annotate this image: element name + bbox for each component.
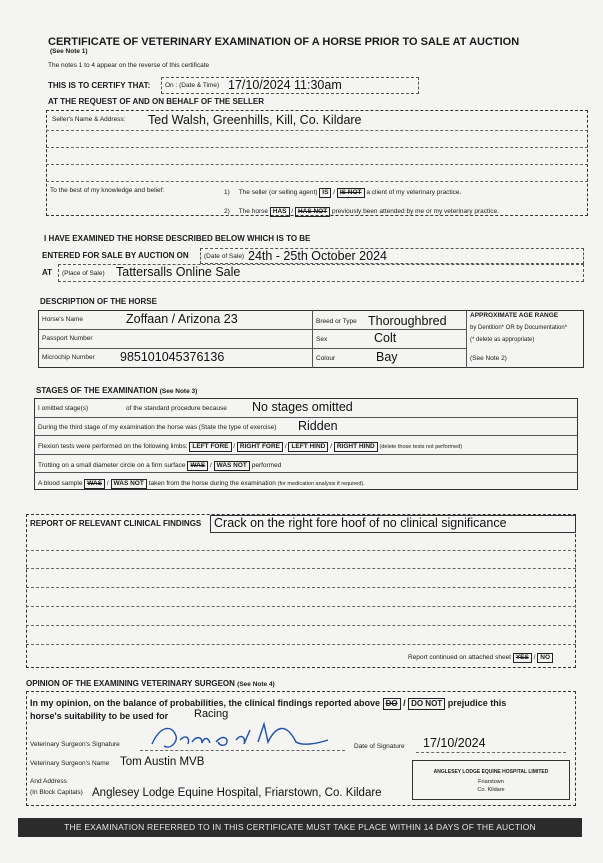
trotting-row: Trotting on a small diameter circle on a firm surface WAS / WAS NOT performed — [38, 462, 282, 469]
colour-label: Colour — [316, 355, 336, 362]
signature-label: Veterinary Surgeon's Signature — [30, 741, 120, 748]
opinion-line-1: In my opinion, on the balance of probabilities, the clinical findings reported above DO / DO NOT prejudice this — [30, 698, 507, 708]
sex-label: Sex — [316, 336, 328, 343]
entered-label: ENTERED FOR SALE BY AUCTION ON — [42, 251, 189, 260]
opinion-line-2: horse's suitability to be used for — [30, 711, 169, 721]
certificate-title: CERTIFICATE OF VETERINARY EXAMINATION OF A HORSE PRIOR TO SALE AT AUCTION — [48, 36, 520, 48]
left-hind-option[interactable]: LEFT HIND — [288, 442, 328, 452]
address-value: Anglesey Lodge Equine Hospital, Friarstown, Co. Kildare — [92, 787, 382, 799]
horse-name-label: Horse's Name — [42, 316, 83, 323]
opinion-heading: OPINION OF THE EXAMINING VETERINARY SURGEON (See Note 4) — [26, 679, 275, 688]
vet-name-label: Veterinary Surgeon's Name — [30, 760, 110, 767]
certify-label: THIS IS TO CERTIFY THAT: — [48, 81, 151, 90]
examined-heading: I HAVE EXAMINED THE HORSE DESCRIBED BELOW WHICH IS TO BE — [44, 234, 311, 243]
continued-row: Report continued on attached sheet YES / NO — [408, 653, 553, 663]
stamp-line-3: Co. Kildare — [477, 787, 505, 793]
do-not-option[interactable]: DO NOT — [408, 698, 445, 710]
at-label: AT — [42, 268, 53, 277]
vet-name-value: Tom Austin MVB — [120, 756, 205, 768]
continued-no-option[interactable]: NO — [537, 653, 553, 663]
right-fore-option[interactable]: RIGHT FORE — [237, 442, 283, 452]
place-value: Tattersalls Online Sale — [116, 265, 241, 279]
desc-heading: DESCRIPTION OF THE HORSE — [40, 297, 157, 306]
seller-value: Ted Walsh, Greenhills, Kill, Co. Kildare — [148, 113, 362, 127]
breed-value: Thoroughbred — [368, 314, 447, 328]
age-line-2: (* delete as appropriate) — [470, 337, 535, 343]
trot-was-option[interactable]: WAS — [187, 461, 208, 471]
microchip-value: 985101045376136 — [120, 350, 225, 364]
passport-label: Passport Number — [42, 335, 93, 342]
seller-label: Seller's Name & Address: — [52, 116, 126, 123]
see-note-1: (See Note 1) — [50, 48, 88, 55]
trot-was-not-option[interactable]: WAS NOT — [214, 461, 250, 471]
continued-yes-option[interactable]: YES — [513, 653, 532, 663]
microchip-label: Microchip Number — [42, 354, 95, 361]
omitted-value: No stages omitted — [252, 400, 353, 414]
left-fore-option[interactable]: LEFT FORE — [189, 442, 231, 452]
report-heading: REPORT OF RELEVANT CLINICAL FINDINGS — [30, 519, 202, 528]
on-value: 17/10/2024 11:30am — [228, 78, 342, 92]
knowledge-item-2: 2) The horse HAS / HAS NOT previously been attended by me or my veterinary practice. — [224, 208, 499, 215]
age-note: (See Note 2) — [470, 355, 507, 362]
blood-was-not-option[interactable]: WAS NOT — [111, 479, 147, 489]
has-not-option[interactable]: HAS NOT — [295, 207, 330, 217]
third-stage-label: During the third stage of my examination the horse was (State the type of exercise) — [38, 424, 277, 431]
report-value: Crack on the right fore hoof of no clinical significance — [214, 516, 507, 530]
signature-image — [146, 716, 336, 756]
colour-value: Bay — [376, 350, 398, 364]
third-stage-value: Ridden — [298, 419, 338, 433]
stages-heading: STAGES OF THE EXAMINATION (See Note 3) — [36, 386, 198, 395]
stamp-line-2: Friarstown — [478, 779, 504, 785]
on-label: On : (Date & Time) — [165, 82, 220, 89]
is-not-option[interactable]: IS NOT — [337, 188, 365, 198]
omitted-label: I omitted stage(s) — [38, 405, 89, 412]
footer-text: THE EXAMINATION REFERRED TO IN THIS CERTIFICATE MUST TAKE PLACE WITHIN 14 DAYS OF THE AUCTION — [64, 822, 536, 832]
age-line-1: by Dentition* OR by Documentation* — [470, 325, 568, 331]
notes-line: The notes 1 to 4 appear on the reverse of this certificate — [48, 62, 210, 69]
date-sig-value: 17/10/2024 — [423, 736, 486, 750]
right-hind-option[interactable]: RIGHT HIND — [334, 442, 378, 452]
breed-label: Breed or Type — [316, 318, 357, 325]
do-option[interactable]: DO — [383, 698, 401, 710]
is-option[interactable]: IS — [319, 188, 331, 198]
sex-value: Colt — [374, 331, 397, 345]
address-label-2: (In Block Capitals) — [30, 789, 83, 796]
date-sale-value: 24th - 25th October 2024 — [248, 249, 387, 263]
knowledge-item-1: 1) The seller (or selling agent) IS / IS NOT a client of my veterinary practice. — [224, 189, 462, 196]
signature-scribble — [146, 716, 336, 756]
blood-row: A blood sample WAS / WAS NOT taken from the horse during the examination (for medication analysis if required). — [38, 480, 365, 487]
address-label-1: And Address — [30, 778, 67, 785]
has-option[interactable]: HAS — [270, 207, 290, 217]
flexion-row: Flexion tests were performed on the following limbs: LEFT FORE / RIGHT FORE / LEFT HIND / RIGHT HIND (delete those tests not performed) — [38, 443, 463, 450]
request-heading: AT THE REQUEST OF AND ON BEHALF OF THE SELLER — [48, 97, 264, 106]
knowledge-label: To the best of my knowledge and belief: — [50, 187, 165, 194]
date-sig-label: Date of Signature — [354, 743, 405, 750]
horse-name-value: Zoffaan / Arizona 23 — [126, 312, 238, 326]
stamp-line-1: ANGLESEY LODGE EQUINE HOSPITAL LIMITED — [433, 769, 549, 775]
place-label: (Place of Sale) — [62, 270, 105, 277]
used-for-value: Racing — [194, 708, 229, 720]
date-sale-label: (Date of Sale) — [204, 253, 245, 260]
blood-was-option[interactable]: WAS — [84, 479, 105, 489]
age-heading: APPROXIMATE AGE RANGE — [470, 312, 559, 319]
omitted-mid: of the standard procedure because — [126, 405, 227, 412]
